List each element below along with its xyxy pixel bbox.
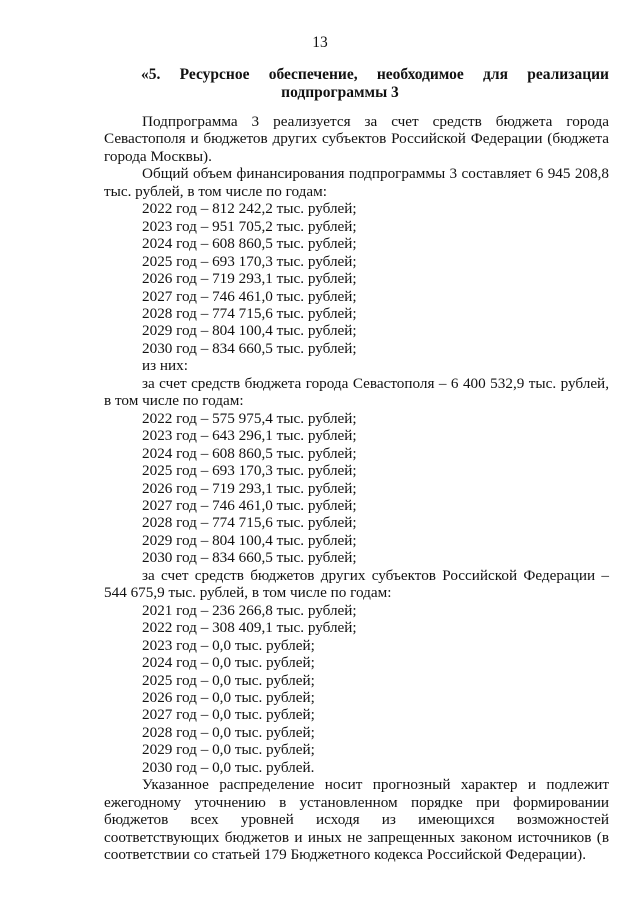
year-line: 2024 год – 608 860,5 тыс. рублей; [142,444,357,462]
year-line: 2024 год – 608 860,5 тыс. рублей; [142,235,357,253]
year-line: 2024 год – 0,0 тыс. рублей; [142,654,315,672]
total-financing-paragraph: Общий объем финансирования подпрограммы 3 составляет 6 945 208,8 тыс. рублей, в том числе по годам: [104,165,609,200]
other-subjects-budget-paragraph: за счет средств бюджетов других субъектов Российской Федерации – 544 675,9 тыс. рублей, в том числе по годам: [104,566,609,602]
year-line: 2027 год – 746 461,0 тыс. рублей; [142,287,357,305]
year-line: 2027 год – 746 461,0 тыс. рублей; [142,496,357,514]
year-line: 2023 год – 951 705,2 тыс. рублей; [142,217,357,235]
sevastopol-budget-paragraph: за счет средств бюджета города Севастополя – 6 400 532,9 тыс. рублей, в том числе по годам: [104,374,609,410]
year-line: 2028 год – 0,0 тыс. рублей; [142,723,315,741]
year-line: 2030 год – 834 660,5 тыс. рублей; [142,549,357,567]
page-number: 13 [312,34,328,51]
year-line: 2025 год – 0,0 тыс. рублей; [142,671,315,689]
year-line: 2025 год – 693 170,3 тыс. рублей; [142,462,357,480]
other-subjects-by-year-list [104,602,609,777]
year-line: 2028 год – 774 715,6 тыс. рублей; [142,304,357,322]
year-line: 2029 год – 804 100,4 тыс. рублей; [142,531,357,549]
year-line: 2026 год – 719 293,1 тыс. рублей; [142,479,357,497]
year-line: 2022 год – 308 409,1 тыс. рублей; [142,619,357,637]
year-line: 2023 год – 0,0 тыс. рублей; [142,636,315,654]
year-line: 2021 год – 236 266,8 тыс. рублей; [142,601,357,619]
total-by-year-list [104,200,609,357]
year-line: 2030 год – 0,0 тыс. рублей. [142,758,315,776]
section-heading-line-1: «5. Ресурсное обеспечение, необходимое для реализации [141,66,609,83]
year-line: 2028 год – 774 715,6 тыс. рублей; [142,514,357,532]
sevastopol-by-year-list [104,410,609,567]
year-line: 2029 год – 0,0 тыс. рублей; [142,741,315,759]
intro-paragraph: Подпрограмма 3 реализуется за счет средств бюджета города Севастополя и бюджетов других субъектов Российской Федерации (бюджета города Москвы). [104,113,609,165]
year-line: 2025 год – 693 170,3 тыс. рублей; [142,252,357,270]
year-line: 2026 год – 719 293,1 тыс. рублей; [142,270,357,288]
year-line: 2030 год – 834 660,5 тыс. рублей; [142,339,357,357]
document-body [104,113,609,863]
of-which-label: из них: [142,357,188,375]
year-line: 2026 год – 0,0 тыс. рублей; [142,688,315,706]
year-line: 2027 год – 0,0 тыс. рублей; [142,706,315,724]
section-heading-line-2: подпрограммы 3 [281,84,399,101]
year-line: 2022 год – 812 242,2 тыс. рублей; [142,200,357,218]
section-heading [141,66,609,102]
year-line: 2022 год – 575 975,4 тыс. рублей; [142,409,357,427]
closing-paragraph: Указанное распределение носит прогнозный характер и подлежит ежегодному уточнению в установленном порядке при формировании бюджетов всех уровней исходя из имеющихся возможностей соответствующих бюджетов и иных не запрещенных законом источников (в соответствии со статьей 179 Бюджетного кодекса Российской Федерации). [104,776,609,864]
year-line: 2023 год – 643 296,1 тыс. рублей; [142,427,357,445]
year-line: 2029 год – 804 100,4 тыс. рублей; [142,322,357,340]
